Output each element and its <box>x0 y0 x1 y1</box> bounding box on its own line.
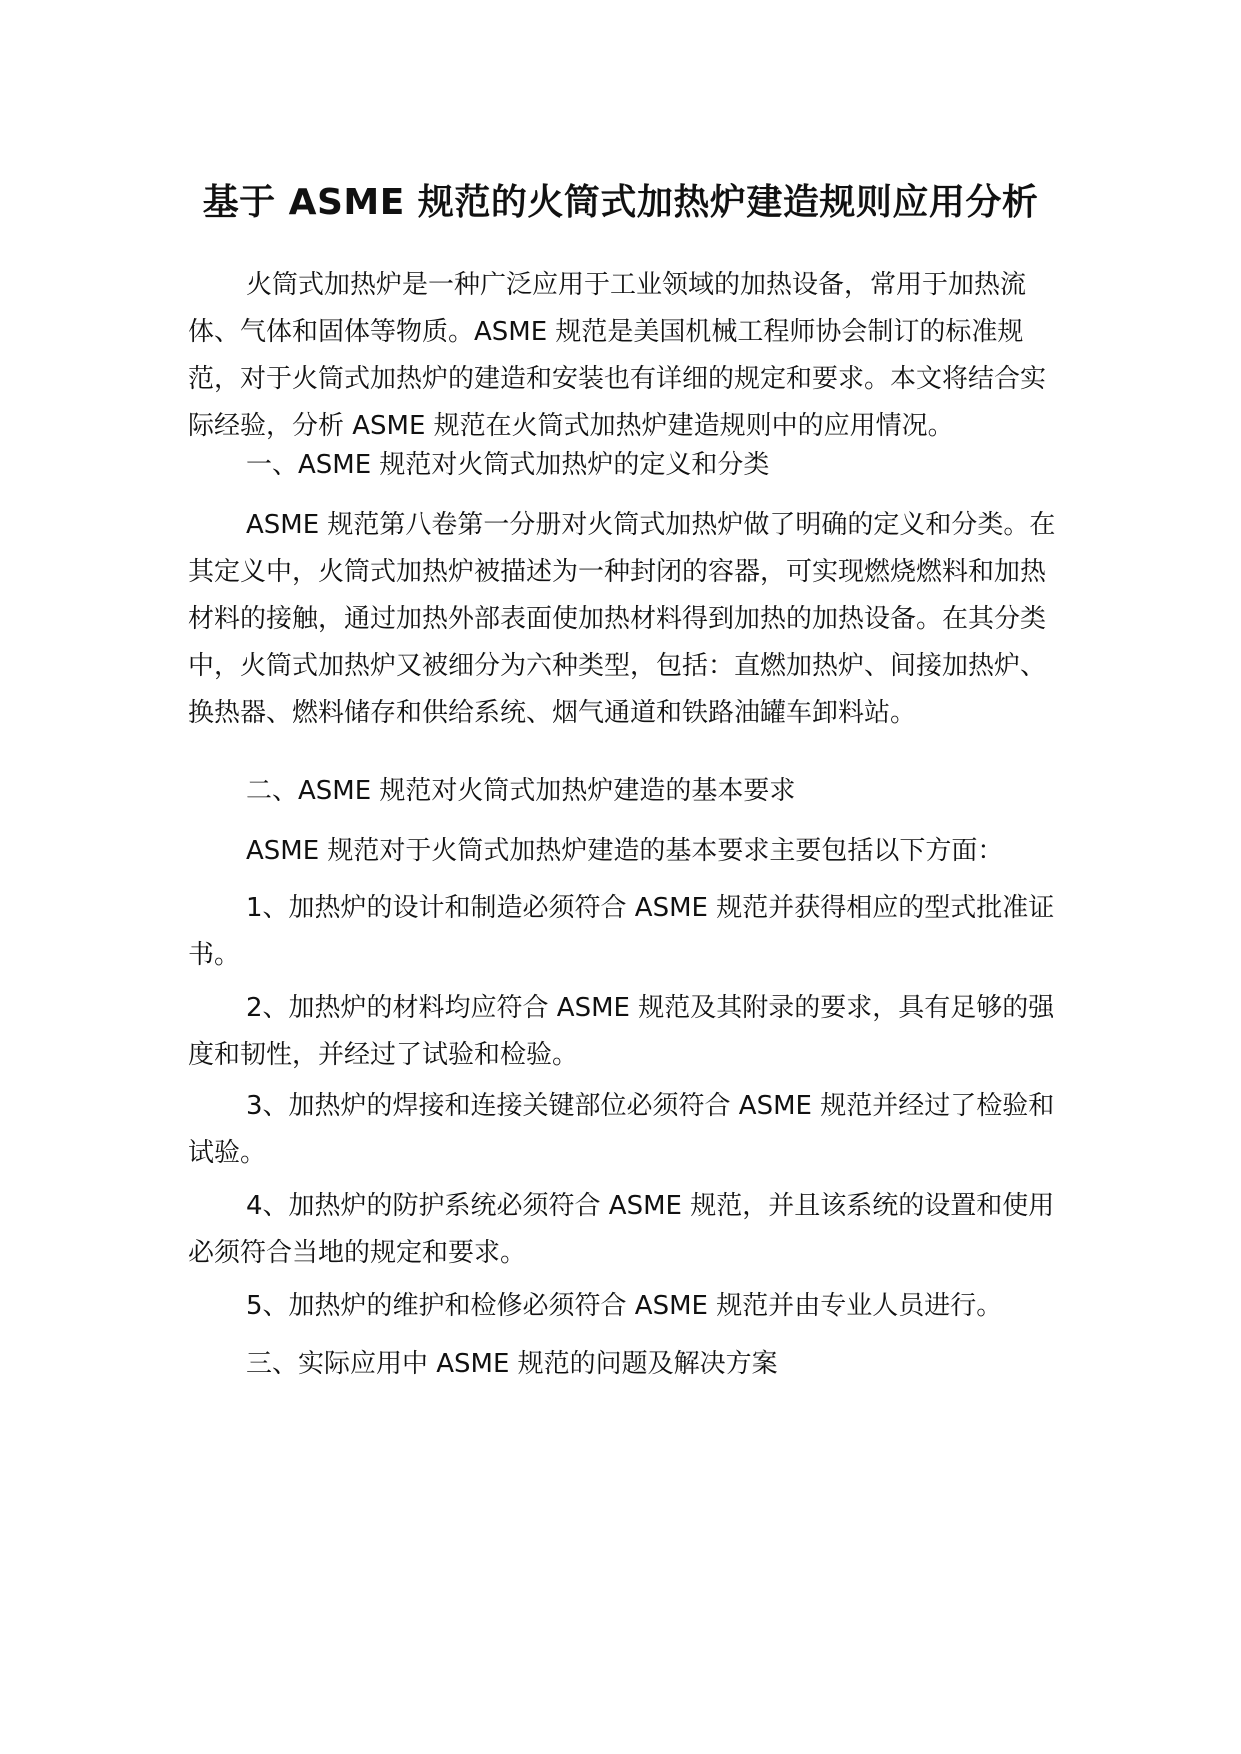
section-2-intro: ASME 规范对于火筒式加热炉建造的基本要求主要包括以下方面： <box>246 836 1004 866</box>
document-title: 基于 ASME 规范的火筒式加热炉建造规则应用分析 <box>202 182 1039 223</box>
requirement-item-4: 4、加热炉的防护系统必须符合 ASME 规范，并且该系统的设置和使用必须符合当地的规定和要求。 <box>188 1191 1055 1268</box>
section-1-paragraph: ASME 规范第八卷第一分册对火筒式加热炉做了明确的定义和分类。在其定义中，火筒式加热炉被描述为一种封闭的容器，可实现燃烧燃料和加热材料的接触，通过加热外部表面使加热材料得到加热的加热设备。在其分类中，火筒式加热炉又被细分为六种类型，包括：直燃加热炉、间接加热炉、换热器、燃料储存和供给系统、烟气通道和铁路油罐车卸料站。 <box>188 510 1056 728</box>
requirement-item-3: 3、加热炉的焊接和连接关键部位必须符合 ASME 规范并经过了检验和试验。 <box>188 1091 1055 1168</box>
requirement-item-1: 1、加热炉的设计和制造必须符合 ASME 规范并获得相应的型式批准证书。 <box>188 893 1055 970</box>
requirement-item-5: 5、加热炉的维护和检修必须符合 ASME 规范并由专业人员进行。 <box>246 1291 1003 1321</box>
requirement-item-2: 2、加热炉的材料均应符合 ASME 规范及其附录的要求，具有足够的强度和韧性，并经过了试验和检验。 <box>188 993 1055 1070</box>
intro-paragraph: 火筒式加热炉是一种广泛应用于工业领域的加热设备，常用于加热流体、气体和固体等物质。ASME 规范是美国机械工程师协会制订的标准规范，对于火筒式加热炉的建造和安装也有详细的规定和要求。本文将结合实际经验，分析 ASME 规范在火筒式加热炉建造规则中的应用情况。 <box>188 270 1047 441</box>
section-heading-3: 三、实际应用中 ASME 规范的问题及解决方案 <box>246 1349 778 1379</box>
section-heading-1: 一、ASME 规范对火筒式加热炉的定义和分类 <box>246 450 770 480</box>
section-heading-2: 二、ASME 规范对火筒式加热炉建造的基本要求 <box>246 776 796 806</box>
